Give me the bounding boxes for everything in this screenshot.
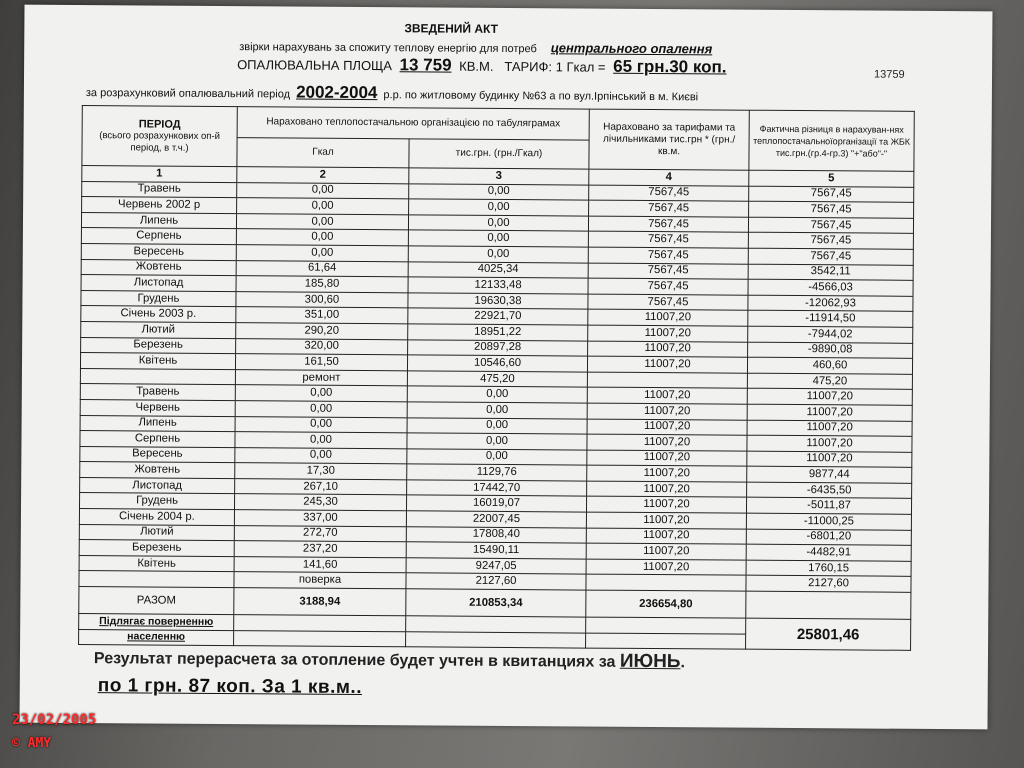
period-cell: Червень 2002 р bbox=[82, 197, 237, 214]
diff-cell: 3542,11 bbox=[748, 264, 913, 281]
tariff-cell: 11007,20 bbox=[587, 497, 747, 514]
uah-cell: 22007,45 bbox=[406, 511, 586, 528]
colnum-2: 2 bbox=[237, 167, 409, 184]
refund-label-1: Підлягає поверненню bbox=[79, 614, 234, 631]
period-cell: Лютий bbox=[79, 524, 234, 541]
tariff-cell: 7567,45 bbox=[589, 185, 749, 202]
tabulagram-group-header: Нараховано теплопостачальною організацією по табуляграмах bbox=[237, 107, 589, 140]
diff-cell: -4482,91 bbox=[746, 544, 911, 561]
diff-cell: 7567,45 bbox=[748, 248, 913, 265]
document-sheet bbox=[20, 5, 993, 730]
gcal-cell: 337,00 bbox=[234, 510, 406, 527]
diff-cell: 11007,20 bbox=[747, 420, 912, 437]
gcal-cell: 351,00 bbox=[236, 307, 408, 324]
period-cell: Вересень bbox=[81, 244, 236, 261]
tariff-value: 65 грн.30 коп. bbox=[613, 56, 727, 77]
diff-cell: -5011,87 bbox=[747, 498, 912, 515]
subtitle-text: звірки нарахувань за спожиту теплову енергію для потреб bbox=[239, 41, 537, 56]
diff-cell: -11914,50 bbox=[748, 311, 913, 328]
tariff-label: ТАРИФ: 1 Гкал = bbox=[504, 58, 606, 75]
period-cell: Березень bbox=[79, 540, 234, 557]
gcal-cell: 300,60 bbox=[236, 291, 408, 308]
recalc-month: ИЮНЬ bbox=[619, 650, 681, 673]
tariff-cell: 11007,20 bbox=[586, 543, 746, 560]
period-cell: Листопад bbox=[80, 477, 235, 494]
period-cell: Листопад bbox=[81, 275, 236, 292]
period-value: 2002-2004 bbox=[296, 82, 378, 103]
tariff-cell: 7567,45 bbox=[588, 247, 748, 264]
gcal-cell: 0,00 bbox=[235, 385, 407, 402]
tariff-cell: 7567,45 bbox=[588, 294, 748, 311]
gcal-cell: 0,00 bbox=[236, 213, 408, 230]
period-cell bbox=[80, 368, 235, 385]
tariff-cell: 7567,45 bbox=[588, 231, 748, 248]
uah-cell: 0,00 bbox=[407, 402, 587, 419]
total-uah: 210853,34 bbox=[406, 589, 586, 617]
period-header bbox=[82, 106, 237, 167]
uah-cell: 22921,70 bbox=[408, 308, 588, 325]
gcal-cell: 0,00 bbox=[235, 416, 407, 433]
area-label: ОПАЛЮВАЛЬНА ПЛОЩА bbox=[237, 57, 393, 74]
empty-cell bbox=[586, 617, 746, 634]
gcal-header: Гкал bbox=[237, 138, 409, 168]
gcal-cell: 0,00 bbox=[237, 182, 409, 199]
gcal-cell: 0,00 bbox=[235, 447, 407, 464]
diff-cell: -6801,20 bbox=[746, 529, 911, 546]
diff-cell: 475,20 bbox=[747, 373, 912, 390]
colnum-3: 3 bbox=[409, 168, 589, 185]
heating-purpose: центрального опалення bbox=[550, 40, 713, 57]
uah-cell: 9247,05 bbox=[406, 558, 586, 575]
total-tariff: 236654,80 bbox=[586, 590, 746, 618]
diff-cell: 9877,44 bbox=[747, 466, 912, 483]
uah-cell: 0,00 bbox=[409, 183, 589, 200]
total-diff bbox=[746, 591, 911, 619]
period-cell bbox=[79, 571, 234, 588]
period-cell: Березень bbox=[81, 337, 236, 354]
period-cell: Вересень bbox=[80, 446, 235, 463]
tariff-cell: 7567,45 bbox=[588, 216, 748, 233]
empty-cell bbox=[406, 631, 586, 648]
uah-cell: 20897,28 bbox=[408, 339, 588, 356]
period-cell: Травень bbox=[82, 181, 237, 198]
diff-cell: 2127,60 bbox=[746, 576, 911, 593]
uah-cell: 0,00 bbox=[408, 246, 588, 263]
area-tariff-line bbox=[237, 54, 731, 77]
period-cell: Грудень bbox=[80, 493, 235, 510]
uah-cell: 0,00 bbox=[409, 199, 589, 216]
period-label: за розрахунковий опалювальний період bbox=[85, 87, 291, 101]
tariff-cell: 11007,20 bbox=[587, 450, 747, 467]
period-cell: Жовтень bbox=[81, 259, 236, 276]
uah-cell: 0,00 bbox=[408, 230, 588, 247]
refund-value: 25801,46 bbox=[746, 618, 911, 650]
uah-cell: 17442,70 bbox=[407, 480, 587, 497]
tariff-cell: 7567,45 bbox=[588, 278, 748, 295]
uah-cell: 2127,60 bbox=[406, 573, 586, 590]
tariff-header: Нараховано за тарифами та лічильниками тис.грн * (грн./кв.м. bbox=[589, 109, 749, 170]
recalc-note: Результат перерасчета за отопление будет учтен в квитанциях за ИЮНЬ. bbox=[93, 650, 686, 673]
empty-cell bbox=[234, 630, 406, 647]
diff-cell: 460,60 bbox=[747, 357, 912, 374]
gcal-cell: 245,30 bbox=[234, 494, 406, 511]
period-cell: Січень 2004 р. bbox=[79, 509, 234, 526]
tariff-cell: 7567,45 bbox=[588, 263, 748, 280]
colnum-4: 4 bbox=[589, 169, 749, 186]
table-footer bbox=[79, 587, 911, 651]
diff-cell: -12062,93 bbox=[748, 295, 913, 312]
diff-cell: 11007,20 bbox=[747, 435, 912, 452]
diff-cell: -9890,08 bbox=[748, 342, 913, 359]
tariff-cell: 11007,20 bbox=[588, 309, 748, 326]
gcal-cell: 0,00 bbox=[236, 245, 408, 262]
tariff-cell bbox=[587, 372, 747, 389]
rate-note: по 1 грн. 87 коп. За 1 кв.м.. bbox=[97, 675, 363, 699]
diff-cell: 7567,45 bbox=[748, 217, 913, 234]
recalc-text: Результат перерасчета за отопление будет учтен в квитанциях за bbox=[93, 650, 616, 671]
tariff-cell: 11007,20 bbox=[588, 341, 748, 358]
gcal-cell: поверка bbox=[234, 572, 406, 589]
author-stamp: © AMY bbox=[12, 736, 52, 751]
uah-cell: 19630,38 bbox=[408, 293, 588, 310]
uah-cell: 4025,34 bbox=[408, 261, 588, 278]
period-cell: Квітень bbox=[79, 555, 234, 572]
gcal-cell: 161,50 bbox=[235, 354, 407, 371]
period-cell: Грудень bbox=[81, 290, 236, 307]
tariff-cell: 11007,20 bbox=[586, 512, 746, 529]
diff-cell: 7567,45 bbox=[749, 186, 914, 203]
uah-cell: 10546,60 bbox=[407, 355, 587, 372]
uah-cell: 16019,07 bbox=[406, 495, 586, 512]
tariff-cell: 11007,20 bbox=[587, 387, 747, 404]
uah-gcal-header: тис.грн. (грн./Гкал) bbox=[409, 139, 589, 169]
gcal-cell: 0,00 bbox=[237, 198, 409, 215]
gcal-cell: 0,00 bbox=[236, 229, 408, 246]
address-text: р.р. по житловому будинку №63 а по вул.Ірпінський в м. Києві bbox=[383, 89, 699, 104]
uah-cell: 18951,22 bbox=[408, 324, 588, 341]
gcal-cell: 320,00 bbox=[236, 338, 408, 355]
period-cell: Червень bbox=[80, 399, 235, 416]
diff-cell: -6435,50 bbox=[747, 482, 912, 499]
gcal-cell: 290,20 bbox=[236, 323, 408, 340]
uah-cell: 0,00 bbox=[408, 215, 588, 232]
header-row-1 bbox=[82, 106, 914, 112]
uah-cell: 0,00 bbox=[407, 433, 587, 450]
uah-cell: 475,20 bbox=[407, 371, 587, 388]
table-body bbox=[79, 106, 914, 593]
gcal-cell: 237,20 bbox=[234, 541, 406, 558]
gcal-cell: 272,70 bbox=[234, 525, 406, 542]
diff-cell: -11000,25 bbox=[746, 513, 911, 530]
uah-cell: 0,00 bbox=[407, 417, 587, 434]
gcal-cell: 61,64 bbox=[236, 260, 408, 277]
tariff-cell bbox=[586, 575, 746, 592]
colnum-5: 5 bbox=[749, 170, 914, 187]
document-number: 13759 bbox=[874, 68, 905, 81]
empty-cell bbox=[406, 616, 586, 633]
period-cell: Січень 2003 р. bbox=[81, 306, 236, 323]
period-cell: Квітень bbox=[80, 353, 235, 370]
empty-cell bbox=[586, 633, 746, 650]
uah-cell: 15490,11 bbox=[406, 542, 586, 559]
gcal-cell: 0,00 bbox=[235, 432, 407, 449]
tariff-cell: 11007,20 bbox=[587, 434, 747, 451]
gcal-cell: 17,30 bbox=[235, 463, 407, 480]
period-cell: Травень bbox=[80, 384, 235, 401]
diff-cell: 11007,20 bbox=[747, 388, 912, 405]
gcal-cell: ремонт bbox=[235, 369, 407, 386]
reconciliation-table bbox=[78, 105, 915, 651]
total-gcal: 3188,94 bbox=[234, 588, 406, 616]
uah-cell: 0,00 bbox=[407, 386, 587, 403]
area-value: 13 759 bbox=[399, 55, 452, 75]
tariff-cell: 11007,20 bbox=[587, 356, 747, 373]
diff-cell: -7944,02 bbox=[748, 326, 913, 343]
gcal-cell: 141,60 bbox=[234, 556, 406, 573]
tariff-cell: 11007,20 bbox=[586, 528, 746, 545]
uah-cell: 1129,76 bbox=[407, 464, 587, 481]
tariff-cell: 7567,45 bbox=[589, 200, 749, 217]
difference-header: Фактична різниця в нарахуван-нях теплопостачальноїорганізації та ЖБК тис.грн.(гр.4-гр.3) "+"або"-" bbox=[749, 110, 914, 171]
gcal-cell: 185,80 bbox=[236, 276, 408, 293]
gcal-cell: 0,00 bbox=[235, 401, 407, 418]
tariff-cell: 11007,20 bbox=[587, 419, 747, 436]
period-cell: Серпень bbox=[81, 228, 236, 245]
tariff-cell: 11007,20 bbox=[588, 325, 748, 342]
uah-cell: 0,00 bbox=[407, 448, 587, 465]
period-cell: Липень bbox=[80, 415, 235, 432]
refund-label-2: населенню bbox=[79, 629, 234, 646]
document-title: ЗВЕДЕНИЙ АКТ bbox=[404, 21, 499, 36]
empty-cell bbox=[234, 615, 406, 632]
uah-cell: 12133,48 bbox=[408, 277, 588, 294]
area-unit: КВ.М. bbox=[459, 58, 494, 74]
date-stamp: 23/02/2005 bbox=[12, 712, 97, 728]
diff-cell: -4566,03 bbox=[748, 279, 913, 296]
diff-cell: 7567,45 bbox=[749, 201, 914, 218]
gcal-cell: 267,10 bbox=[235, 478, 407, 495]
period-cell: Липень bbox=[81, 212, 236, 229]
tariff-cell: 11007,20 bbox=[587, 481, 747, 498]
period-cell: Лютий bbox=[81, 321, 236, 338]
period-cell: Жовтень bbox=[80, 462, 235, 479]
diff-cell: 7567,45 bbox=[748, 233, 913, 250]
diff-cell: 11007,20 bbox=[747, 404, 912, 421]
diff-cell: 1760,15 bbox=[746, 560, 911, 577]
period-header-sub: (всього розрахункових оп-й період, в т.ч.) bbox=[99, 129, 220, 154]
colnum-1: 1 bbox=[82, 166, 237, 183]
period-cell: Серпень bbox=[80, 431, 235, 448]
period-line bbox=[86, 81, 698, 105]
total-label: РАЗОМ bbox=[79, 587, 234, 615]
tariff-cell: 11007,20 bbox=[587, 465, 747, 482]
tariff-cell: 11007,20 bbox=[586, 559, 746, 576]
uah-cell: 17808,40 bbox=[406, 526, 586, 543]
diff-cell: 11007,20 bbox=[747, 451, 912, 468]
period-header-title: ПЕРІОД bbox=[138, 117, 181, 131]
tariff-cell: 11007,20 bbox=[587, 403, 747, 420]
